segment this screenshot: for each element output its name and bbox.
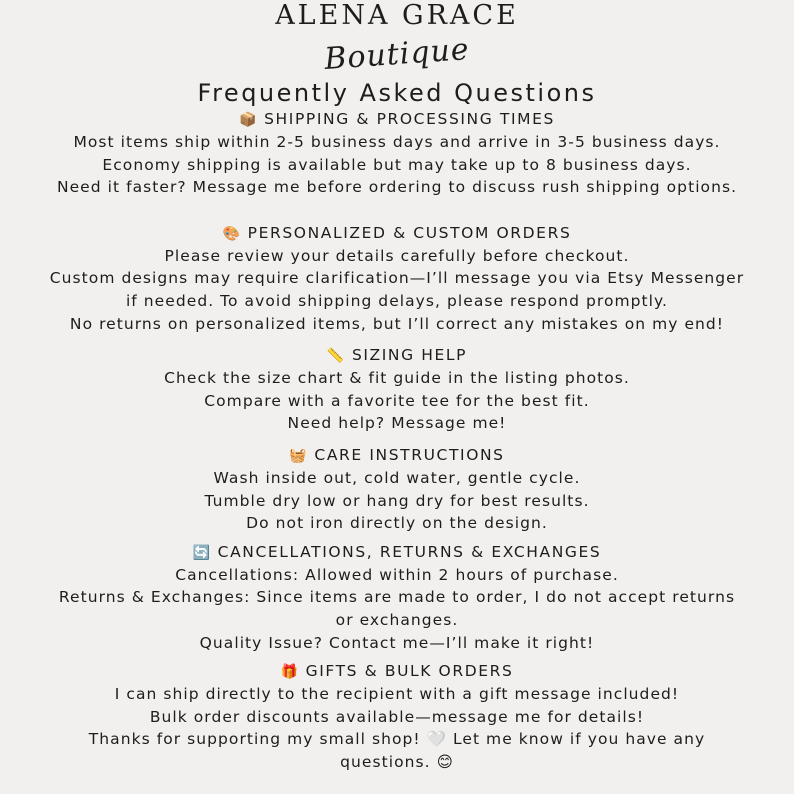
brand-name: ALENA GRACE: [275, 0, 519, 31]
faq-line: Returns & Exchanges: Since items are made to order, I do not accept returns: [58, 588, 736, 607]
faq-line: Tumble dry low or hang dry for best results.: [204, 491, 590, 510]
palette-icon: 🎨: [222, 225, 242, 242]
section-heading: [0, 541, 794, 564]
section-heading-text: CARE INSTRUCTIONS: [314, 445, 505, 464]
faq-line: Compare with a favorite tee for the best fit.: [204, 391, 590, 410]
faq-line: Quality Issue? Contact me—I’ll make it right!: [199, 633, 595, 652]
faq-line: Need help? Message me!: [287, 414, 507, 433]
faq-line: Check the size chart & fit guide in the listing photos.: [164, 369, 630, 388]
brand-subtitle: Boutique: [323, 31, 471, 78]
faq-line: Cancellations: Allowed within 2 hours of purchase.: [175, 565, 619, 584]
faq-line: Most items ship within 2-5 business days and arrive in 3-5 business days.: [73, 133, 721, 151]
faq-line: Need it faster? Message me before ordering to discuss rush shipping options.: [56, 178, 738, 197]
faq-line: No returns on personalized items, but I’ll correct any mistakes on my end!: [69, 314, 725, 333]
section-heading-text: SIZING HELP: [351, 346, 468, 365]
section-heading: [0, 444, 794, 467]
section-heading: [0, 222, 794, 245]
faq-section-personalized: [0, 222, 794, 335]
page-title: Frequently Asked Questions: [197, 79, 597, 107]
faq-section-care: [0, 444, 794, 535]
section-heading: [0, 660, 794, 683]
package-icon: 📦: [239, 112, 259, 128]
faq-section-sizing: [0, 344, 794, 435]
section-heading-text: CANCELLATIONS, RETURNS & EXCHANGES: [217, 542, 602, 561]
section-heading: [0, 108, 794, 131]
ruler-icon: 📏: [326, 348, 346, 365]
faq-line: questions. 😊: [340, 752, 454, 771]
refresh-icon: 🔄: [192, 544, 212, 561]
faq-line: Please review your details carefully before checkout.: [164, 246, 630, 265]
gift-icon: 🎁: [280, 664, 300, 681]
section-heading-text: SHIPPING & PROCESSING TIMES: [264, 110, 555, 128]
faq-line: Custom designs may require clarification—I’ll message you via Etsy Messenger: [49, 269, 745, 288]
section-heading-text: PERSONALIZED & CUSTOM ORDERS: [247, 223, 572, 242]
faq-section-gifts: [0, 660, 794, 773]
faq-line: Thanks for supporting my small shop! 🤍 Let me know if you have any: [88, 730, 706, 749]
faq-line: Do not iron directly on the design.: [246, 514, 548, 533]
faq-line: if needed. To avoid shipping delays, please respond promptly.: [125, 291, 669, 310]
basket-icon: 🧺: [289, 447, 309, 464]
faq-section-cancellations: [0, 541, 794, 654]
faq-line: or exchanges.: [335, 610, 459, 629]
faq-line: I can ship directly to the recipient with a gift message included!: [114, 685, 680, 704]
section-heading: [0, 344, 794, 367]
faq-line: Economy shipping is available but may take up to 8 business days.: [102, 155, 692, 174]
faq-line: Wash inside out, cold water, gentle cycle.: [213, 468, 581, 487]
faq-line: Bulk order discounts available—message me for details!: [149, 707, 645, 726]
section-heading-text: GIFTS & BULK ORDERS: [305, 662, 514, 681]
faq-section-shipping: [0, 108, 794, 199]
